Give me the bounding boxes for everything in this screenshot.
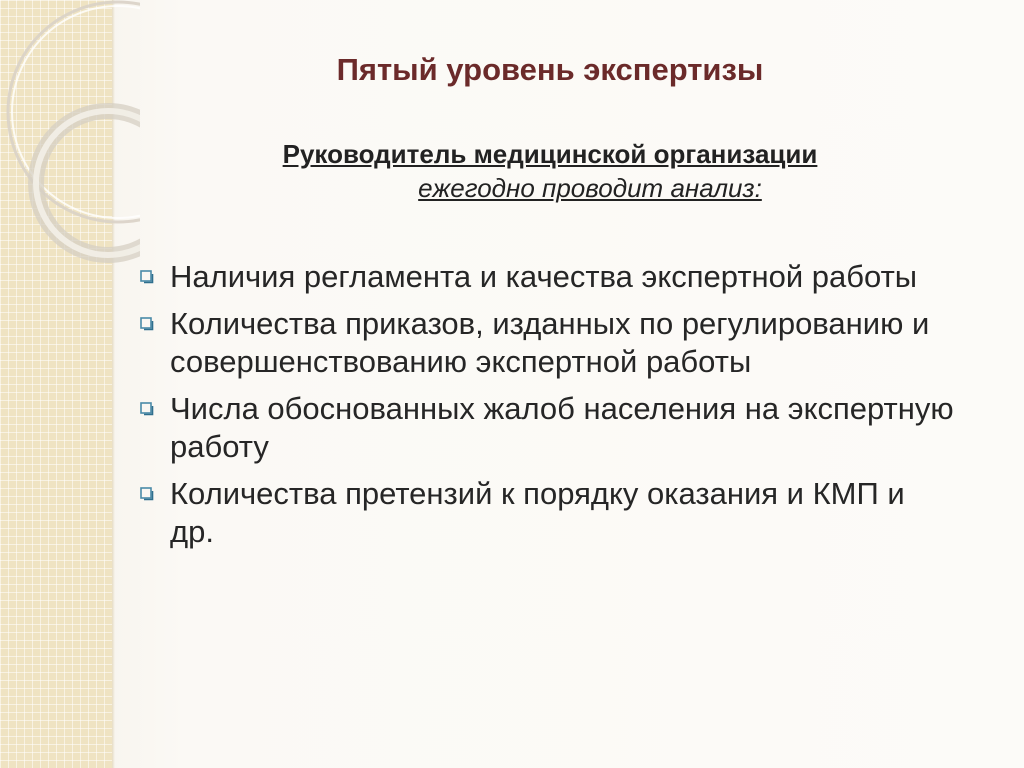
bullet-text: Числа обоснованных жалоб населения на экспертную работу: [170, 391, 954, 464]
bullet-list: [136, 258, 956, 560]
hollow-square-bullet-icon: [140, 317, 154, 331]
slide-subtitle: [150, 137, 950, 205]
hollow-square-bullet-icon: [140, 270, 154, 284]
slide-title: Пятый уровень экспертизы: [336, 52, 764, 87]
bullet-item: [136, 475, 956, 551]
hollow-square-bullet-icon: [140, 487, 154, 501]
hollow-square-bullet-icon: [140, 402, 154, 416]
bullet-text: Наличия регламента и качества экспертной работы: [170, 259, 918, 294]
bullet-text: Количества приказов, изданных по регулированию и совершенствованию экспертной работы: [170, 306, 930, 379]
bullet-text: Количества претензий к порядку оказания и КМП и др.: [170, 476, 905, 549]
subtitle-line-2: ежегодно проводит анализ:: [418, 173, 762, 203]
bullet-item: [136, 305, 956, 381]
ring-decoration: [0, 0, 140, 300]
subtitle-line-1: Руководитель медицинской организации: [282, 139, 818, 169]
bullet-item: [136, 258, 956, 296]
bullet-item: [136, 390, 956, 466]
